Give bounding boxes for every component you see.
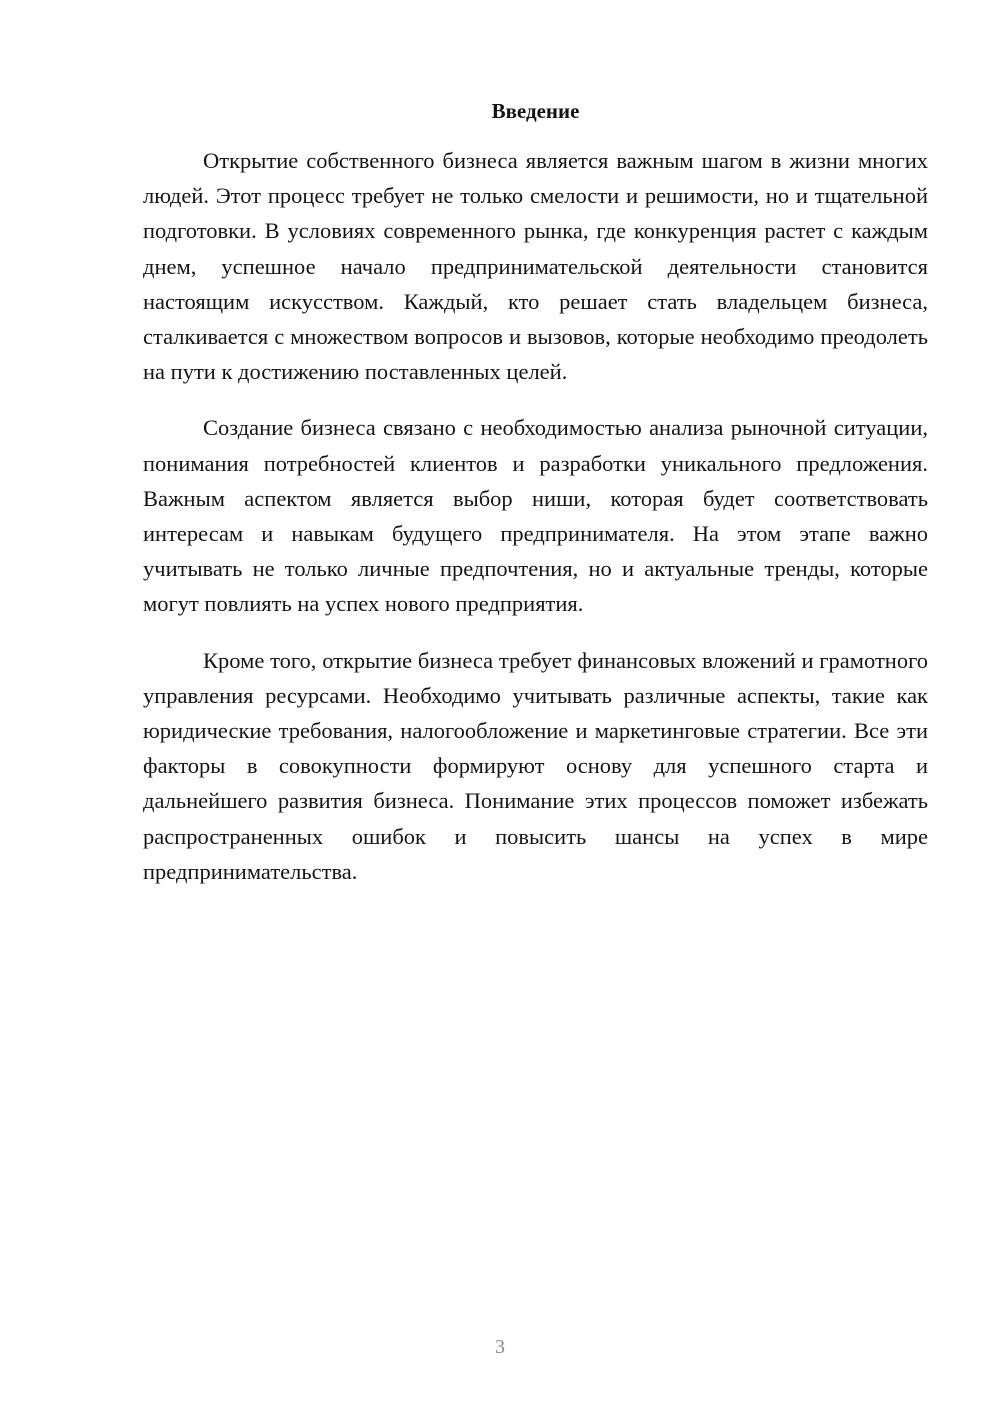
paragraph-3: Кроме того, открытие бизнеса требует финансовых вложений и грамотного управления ресурсами. Необходимо учитывать различные аспекты, такие как юридические требования, налогообложение и маркетинговые стратегии. Все эти факторы в совокупности формируют основу для успешного старта и дальнейшего развития бизнеса. Понимание этих процессов поможет избежать распространенных ошибок и повысить шансы на успех в мире предпринимательства. — [143, 647, 928, 884]
body-text — [143, 143, 928, 910]
section-heading: Введение — [491, 99, 580, 123]
page-number: 3 — [495, 1336, 505, 1358]
paragraph-1: Открытие собственного бизнеса является важным шагом в жизни многих людей. Этот процесс требует не только смелости и решимости, но и тщательной подготовки. В условиях современного рынка, где конкуренция растет с каждым днем, успешное начало предпринимательской деятельности становится настоящим искусством. Каждый, кто решает стать владельцем бизнеса, сталкивается с множеством вопросов и вызовов, которые необходимо преодолеть на пути к достижению поставленных целей. — [143, 148, 928, 385]
paragraph-2: Создание бизнеса связано с необходимостью анализа рыночной ситуации, понимания потребностей клиентов и разработки уникального предложения. Важным аспектом является выбор ниши, которая будет соответствовать интересам и навыкам будущего предпринимателя. На этом этапе важно учитывать не только личные предпочтения, но и актуальные тренды, которые могут повлиять на успех нового предприятия. — [143, 415, 928, 617]
